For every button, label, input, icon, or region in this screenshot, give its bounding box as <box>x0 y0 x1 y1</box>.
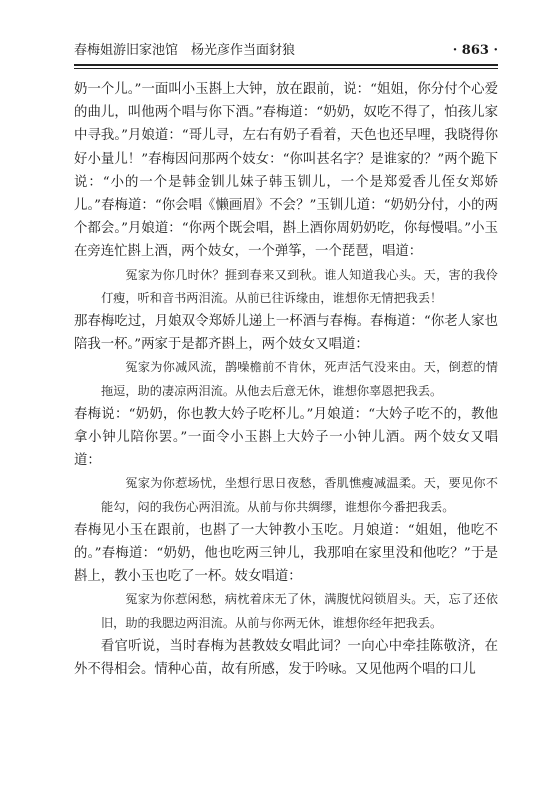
song-lyric: 冤家为你惹场忧，坐想行思日夜愁，香肌憔瘦减温柔。天，要见你不能勾，闷的我伤心两泪流。从前与你共绸缪，谁想你今番把我丢。 <box>101 476 498 514</box>
song-lyric: 冤家为你惹闲愁，病枕着床无了休，满腹忧闷锁眉头。天，忘了还依旧，助的我腮边两泪流。从前与你两无休，谁想你经年把我丢。 <box>101 592 498 630</box>
page-number: · 863 · <box>452 43 498 58</box>
song-lyric: 冤家为你减风流，鹊噪檐前不肯休，死声活气没来由。天，倒惹的情拖逗，助的凄凉两泪流。从他去后意无休，谁想你辜恩把我丢。 <box>101 360 498 398</box>
running-header <box>74 40 498 62</box>
chapter-title: 春梅姐游旧家池馆 杨光彦作当面豺狼 <box>74 43 296 58</box>
header-rule-thin <box>74 68 498 69</box>
page-body <box>74 78 498 681</box>
prose-paragraph: 看官听说，当时春梅为甚教妓女唱此词？一向心中牵挂陈敬济，在外不得相会。情种心苗，故有所感，发于吟咏。又见他两个唱的口儿 <box>74 638 498 678</box>
prose-paragraph: 春梅见小玉在跟前，也斟了一大钟教小玉吃。月娘道：“姐姐，他吃不的。”春梅道：“奶奶，他也吃两三钟儿，我那咱在家里没和他吃？”于是斟上，教小玉也吃了一杯。妓女唱道： <box>74 522 498 585</box>
song-lyric: 冤家为你几时休？捱到春来又到秋。谁人知道我心头。天，害的我伶仃瘦，听和音书两泪流。从前已往诉缘由，谁想你无情把我丢！ <box>101 267 498 305</box>
prose-paragraph: 春梅说：“奶奶，你也教大妗子吃杯儿。”月娘道：“大妗子吃不的，教他拿小钟儿陪你罢。”一面令小玉斟上大妗子一小钟儿酒。两个妓女又唱道： <box>74 406 498 469</box>
header-rule <box>74 64 498 66</box>
prose-paragraph: 奶一个儿。”一面叫小玉斟上大钟，放在跟前，说：“姐姐，你分付个心爱的曲儿，叫他两个唱与你下酒。”春梅道：“奶奶，奴吃不得了，怕孩儿家中寻我。”月娘道：“哥儿寻，左右有奶子看着，天色也还早哩，我晓得你好小量儿！”春梅因问那两个妓女：“你叫甚名字？是谁家的？”两个跪下说：“小的一个是韩金钏儿妹子韩玉钏儿，一个是郑爱香儿侄女郑娇儿。”春梅道：“你会唱《懒画眉》不会？”玉钏儿道：“奶奶分付，小的两个都会。”月娘道：“你两个既会唱，斟上酒你周奶奶吃，你每慢唱。”小玉在旁连忙斟上酒，两个妓女，一个弹筝，一个琵琶，唱道： <box>74 82 498 260</box>
prose-paragraph: 那春梅吃过，月娘双令郑娇儿递上一杯酒与春梅。春梅道：“你老人家也陪我一杯。”两家于是都齐斟上，两个妓女又唱道： <box>74 314 498 353</box>
